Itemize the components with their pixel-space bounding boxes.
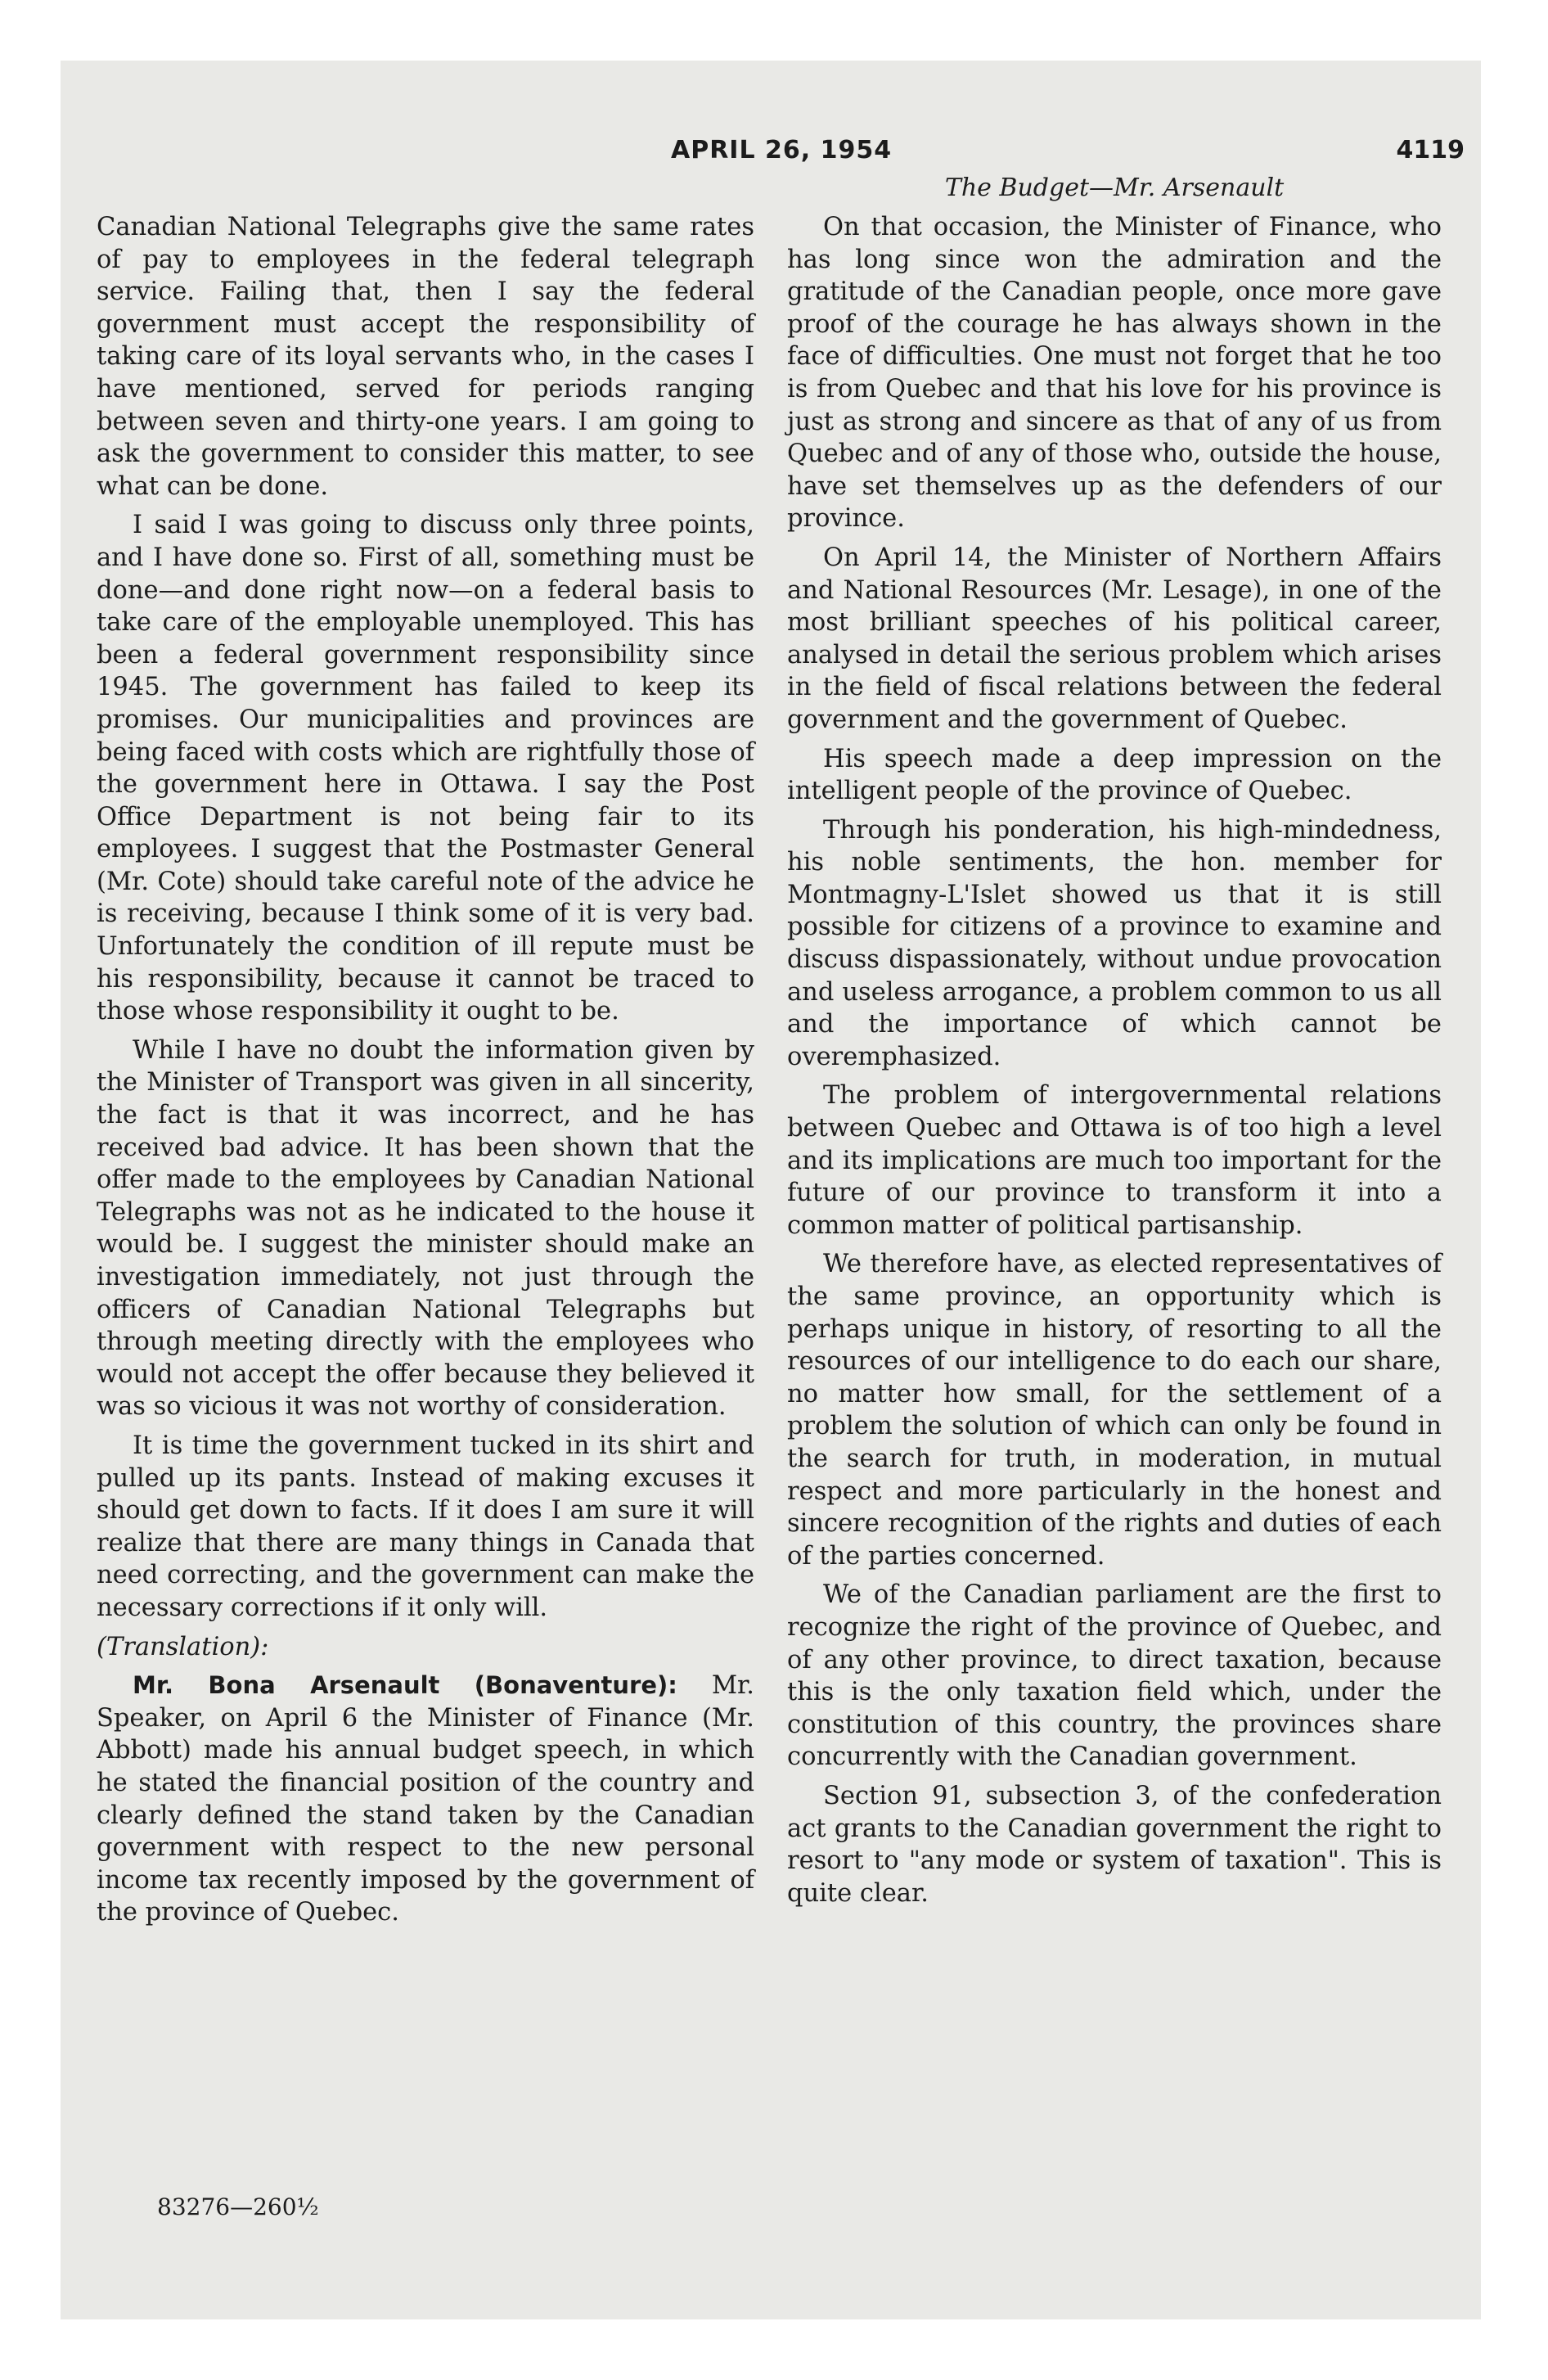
header-date: APRIL 26, 1954 (671, 136, 893, 165)
speech-text: Mr. Speaker, on April 6 the Minister of Finance (Mr. Abbott) made his annual budget speech, in which he stated the financial position of the country and clearly defined the stand taken by the Canadian government with respect to the new personal income tax recently imposed by the government of the province of Quebec. (97, 1671, 754, 1927)
section-title: The Budget—Mr. Arsenault (944, 174, 1285, 202)
paragraph: Canadian National Telegraphs give the same rates of pay to employees in the federal telegraph service. Failing that, then I say the federal government must accept the responsibility of taking care of its loyal servants who, in the cases I have mentioned, served for periods ranging between seven and thirty-one years. I am going to ask the government to consider this matter, to see what can be done. (97, 213, 754, 501)
paragraph (97, 1670, 754, 1929)
left-column (97, 211, 754, 1936)
paragraph: It is time the government tucked in its shirt and pulled up its pants. Instead of making excuses it should get down to facts. If it does I am sure it will realize that there are many things in Canada that need correcting, and the government can make the necessary corrections if it only will. (97, 1431, 754, 1622)
page-number: 4119 (1396, 136, 1465, 165)
paragraph: Through his ponderation, his high-mindedness, his noble sentiments, the hon. member for Montmagny-L'Islet showed us that it is still possible for citizens of a province to examine and discuss dispassionately, without undue provocation and useless arrogance, a problem common to us all and the importance of which cannot be overemphasized. (787, 815, 1442, 1071)
paragraph: On April 14, the Minister of Northern Affairs and National Resources (Mr. Lesage), in one of the most brilliant speeches of his political career, analysed in detail the serious problem which arises in the field of fiscal relations between the federal government and the government of Quebec. (787, 543, 1442, 734)
paragraph: I said I was going to discuss only three points, and I have done so. First of all, something must be done—and done right now—on a federal basis to take care of the employable unemployed. This has been a federal government responsibility since 1945. The government has failed to keep its promises. Our municipalities and provinces are being faced with costs which are rightfully those of the government here in Ottawa. I say the Post Office Department is not being fair to its employees. I suggest that the Postmaster General (Mr. Cote) should take careful note of the advice he is receiving, because I think some of it is very bad. Unfortunately the condition of ill repute must be his responsibility, because it cannot be traced to those whose responsibility it ought to be. (97, 511, 754, 1026)
paragraph: The problem of intergovernmental relations between Quebec and Ottawa is of too high a level and its implications are much too important for the future of our province to transform it into a common matter of political partisanship. (787, 1081, 1442, 1240)
page-header (671, 136, 1473, 174)
paragraph: His speech made a deep impression on the intelligent people of the province of Quebec. (787, 744, 1442, 806)
footnote: 83276—260½ (157, 2193, 319, 2220)
paragraph: We of the Canadian parliament are the first to recognize the right of the province of Quebec, and of any other province, to direct taxation, because this is the only taxation field which, under the constitution of this country, the provinces share concurrently with the Canadian government. (787, 1580, 1442, 1772)
paragraph: Section 91, subsection 3, of the confederation act grants to the Canadian government the right to resort to "any mode or system of taxation". This is quite clear. (787, 1781, 1442, 1908)
paragraph: While I have no doubt the information given by the Minister of Transport was given in all sincerity, the fact is that it was incorrect, and he has received bad advice. It has been shown that the offer made to the employees by Canadian National Telegraphs was not as he indicated to the house it would be. I suggest the minister should make an investigation immediately, not just through the officers of Canadian National Telegraphs but through meeting directly with the employees who would not accept the offer because they believed it was so vicious it was not worthy of consideration. (97, 1035, 754, 1422)
paragraph: On that occasion, the Minister of Finance, who has long since won the admiration and the gratitude of the Canadian people, once more gave proof of the courage he has always shown in the face of difficulties. One must not forget that he too is from Quebec and that his love for his province is just as strong and sincere as that of any of us from Quebec and of any of those who, outside the house, have set themselves up as the defenders of our province. (787, 213, 1442, 534)
translation-note: (Translation): (97, 1632, 269, 1661)
speaker-name: Mr. Bona Arsenault (Bonaventure): (133, 1671, 677, 1700)
right-column (787, 211, 1442, 1916)
paragraph: We therefore have, as elected representatives of the same province, an opportunity which is perhaps unique in history, of resorting to all the resources of our intelligence to do each our share, no matter how small, for the settlement of a problem the solution of which can only be found in the search for truth, in moderation, in mutual respect and more particularly in the honest and sincere recognition of the rights and duties of each of the parties concerned. (787, 1250, 1442, 1571)
